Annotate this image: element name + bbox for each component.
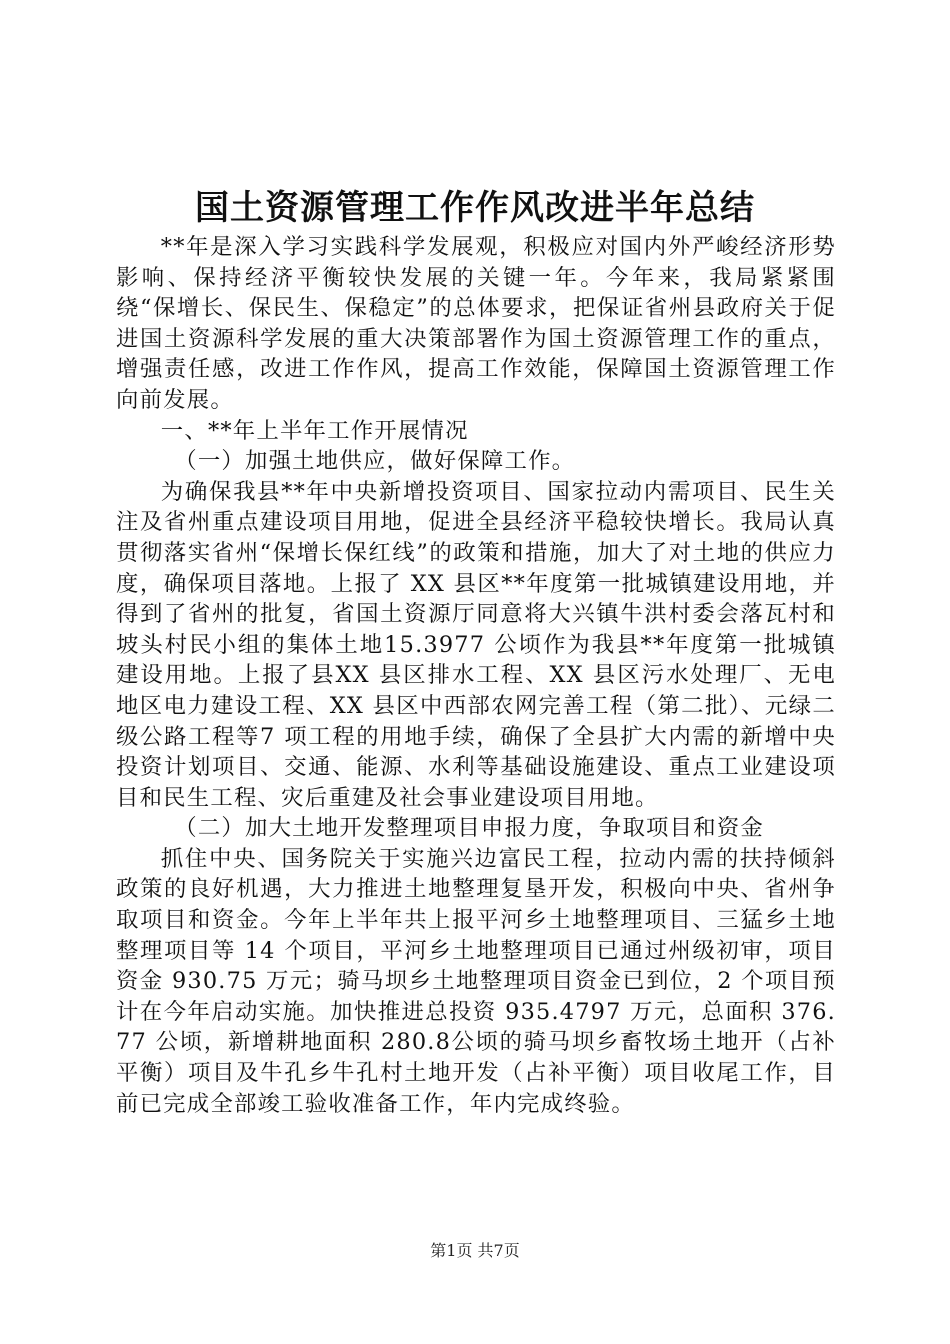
subsection-heading-1: （一）加强土地供应，做好保障工作。 (174, 448, 576, 475)
document-body (116, 232, 836, 1119)
subsection-1-paragraph: 为确保我县**年中央新增投资项目、国家拉动内需项目、民生关注及省州重点建设项目用地，促进全县经济平稳较快增长。我局认真贯彻落实省州“保增长保红线”的政策和措施，加大了对土地的供应力度，确保项目落地。上报了 XX 县区**年度第一批城镇建设用地，并得到了省州的批复，省国土资源厅同意将大兴镇牛洪村委会落瓦村和坡头村民小组的集体土地15.3977 公顷作为我县**年度第一批城镇建设用地。上报了县XX 县区排水工程、XX 县区污水处理厂、无电地区电力建设工程、XX 县区中西部农网完善工程（第二批）、元绿二级公路工程等7 项工程的用地手续，确保了全县扩大内需的新增中央投资计划项目、交通、能源、水利等基础设施建设、重点工业建设项目和民生工程、灾后重建及社会事业建设项目用地。 (116, 478, 836, 811)
document-title: 国土资源管理工作作风改进半年总结 (195, 188, 755, 228)
page-footer: 第1页 共7页 (430, 1241, 520, 1260)
subsection-2-paragraph: 抓住中央、国务院关于实施兴边富民工程，拉动内需的扶持倾斜政策的良好机遇，大力推进土地整理复垦开发，积极向中央、省州争取项目和资金。今年上半年共上报平河乡土地整理项目、三猛乡土地整理项目等 14 个项目，平河乡土地整理项目已通过州级初审，项目资金 930.75 万元；骑马坝乡土地整理项目资金已到位，2 个项目预计在今年启动实施。加快推进总投资 935.4797 万元，总面积 376.77 公顷，新增耕地面积 280.8公顷的骑马坝乡畜牧场土地开（占补平衡）项目及牛孔乡牛孔村土地开发（占补平衡）项目收尾工作，目前已完成全部竣工验收准备工作，年内完成终验。 (116, 845, 836, 1117)
subsection-heading-2: （二）加大土地开发整理项目申报力度，争取项目和资金 (174, 815, 764, 842)
section-heading-1: 一、**年上半年工作开展情况 (160, 417, 469, 444)
intro-paragraph: **年是深入学习实践科学发展观，积极应对国内外严峻经济形势影响、保持经济平衡较快发展的关键一年。今年来，我局紧紧围绕“保增长、保民生、保稳定”的总体要求，把保证省州县政府关于促进国土资源科学发展的重大决策部署作为国土资源管理工作的重点，增强责任感，改进工作作风，提高工作效能，保障国土资源管理工作向前发展。 (116, 234, 836, 413)
